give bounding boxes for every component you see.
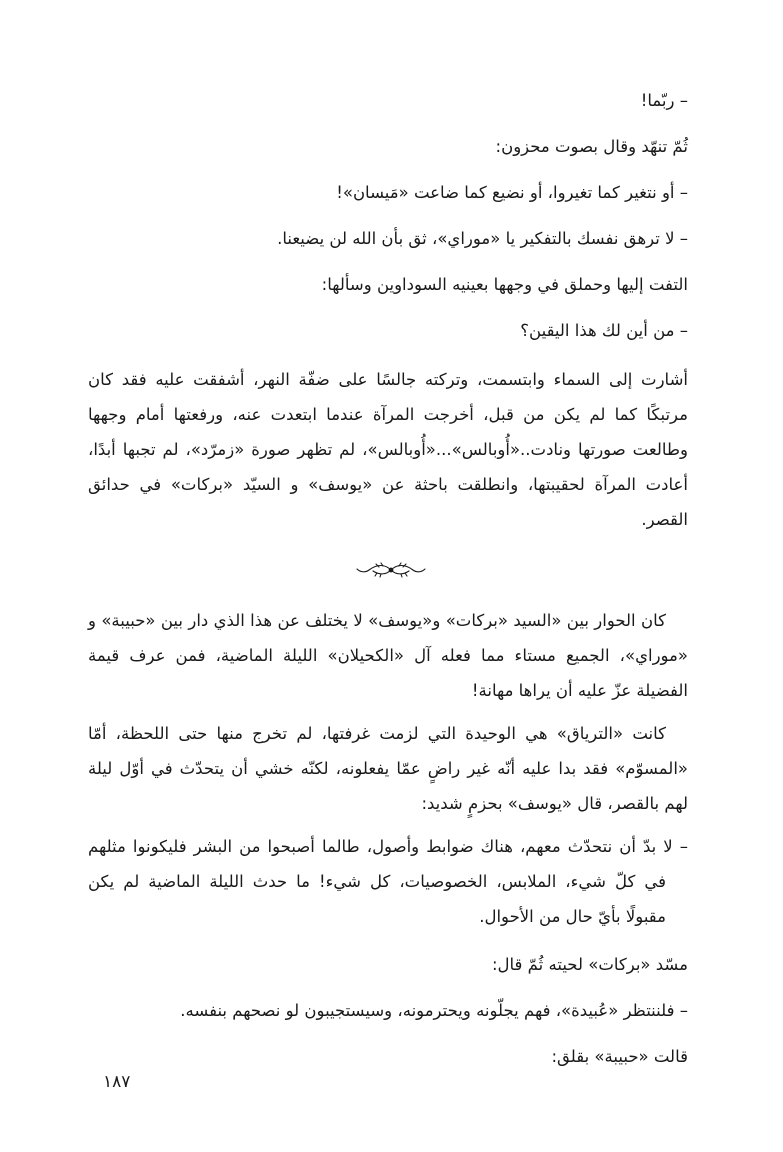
floral-divider-icon [355, 562, 427, 578]
dialogue-paragraph: – لا بدّ أن نتحدّث معهم، هناك ضوابط وأصول، طالما أصبحوا من البشر فليكونوا مثلهم في كلّ شيء، الملابس، الخصوصيات، كل شيء! ما حدث الليلة الماضية لم يكن مقبولًا بأيّ حال من الأحوال. [88, 837, 688, 926]
paragraph-antidote: كانت «الترياق» هي الوحيدة التي لزمت غرفتها، لم تخرج منها حتى اللحظة، أمّا «المسوّم» فقد بدا عليه أنّه غير راضٍ عمّا يفعلونه، لكنّه خشي أن يتحدّث في أوّل ليلة لهم بالقصر، قال «يوسف» بحزمٍ شديد: [88, 724, 688, 813]
dialogue-line: – لا ترهق نفسك بالتفكير يا «موراي»، ثق بأن الله لن يضيعنا. [277, 229, 688, 248]
narration-line: التفت إليها وحملق في وجهها بعينيه السوداوين وسألها: [321, 275, 688, 294]
paragraph-mirror: أشارت إلى السماء وابتسمت، وتركته جالسًا على ضفّة النهر، أشفقت عليه فقد كان مرتبكًا كما لم يكن من قبل، أخرجت المرآة عندما ابتعدت عنه، ورفعتها أمام وجهها وطالعت صورتها ونادت..«أُوبالس»...«أُوبالس»، لم تظهر صورة «زمرّد»، لم تجبها أبدًا، أعادت المرآة لحقيبتها، وانطلقت باحثة عن «يوسف» و السيّد «بركات» في حدائق القصر. [88, 370, 688, 529]
dialogue-line: – من أين لك هذا اليقين؟ [520, 321, 688, 340]
book-page [88, 78, 694, 1080]
narration-line: ثُمّ تنهّد وقال بصوت محزون: [495, 137, 688, 156]
dialogue-line: – ربّما! [640, 91, 688, 110]
dialogue-line: – أو نتغير كما تغيروا، أو نضيع كما ضاعت «مَيسان»! [336, 183, 688, 202]
page-number: ١٨٧ [103, 1072, 131, 1092]
narration-line: مسّد «بركات» لحيته ثُمّ قال: [491, 955, 688, 974]
narration-line: قالت «حبيبة» بقلق: [551, 1047, 688, 1066]
section-divider [88, 545, 694, 595]
paragraph-dialogue-summary: كان الحوار بين «السيد «بركات» و«يوسف» لا يختلف عن هذا الذي دار بين «حبيبة» و «موراي»، الجميع مستاء مما فعله آل «الكحيلان» الليلة الماضية، فمن عرف قيمة الفضيلة عزّ عليه أن يراها مهانة! [88, 611, 688, 700]
dialogue-line: – فلننتظر «عُبيدة»، فهم يجلّونه ويحترمونه، وسيستجيبون لو نصحهم بنفسه. [180, 1001, 688, 1020]
